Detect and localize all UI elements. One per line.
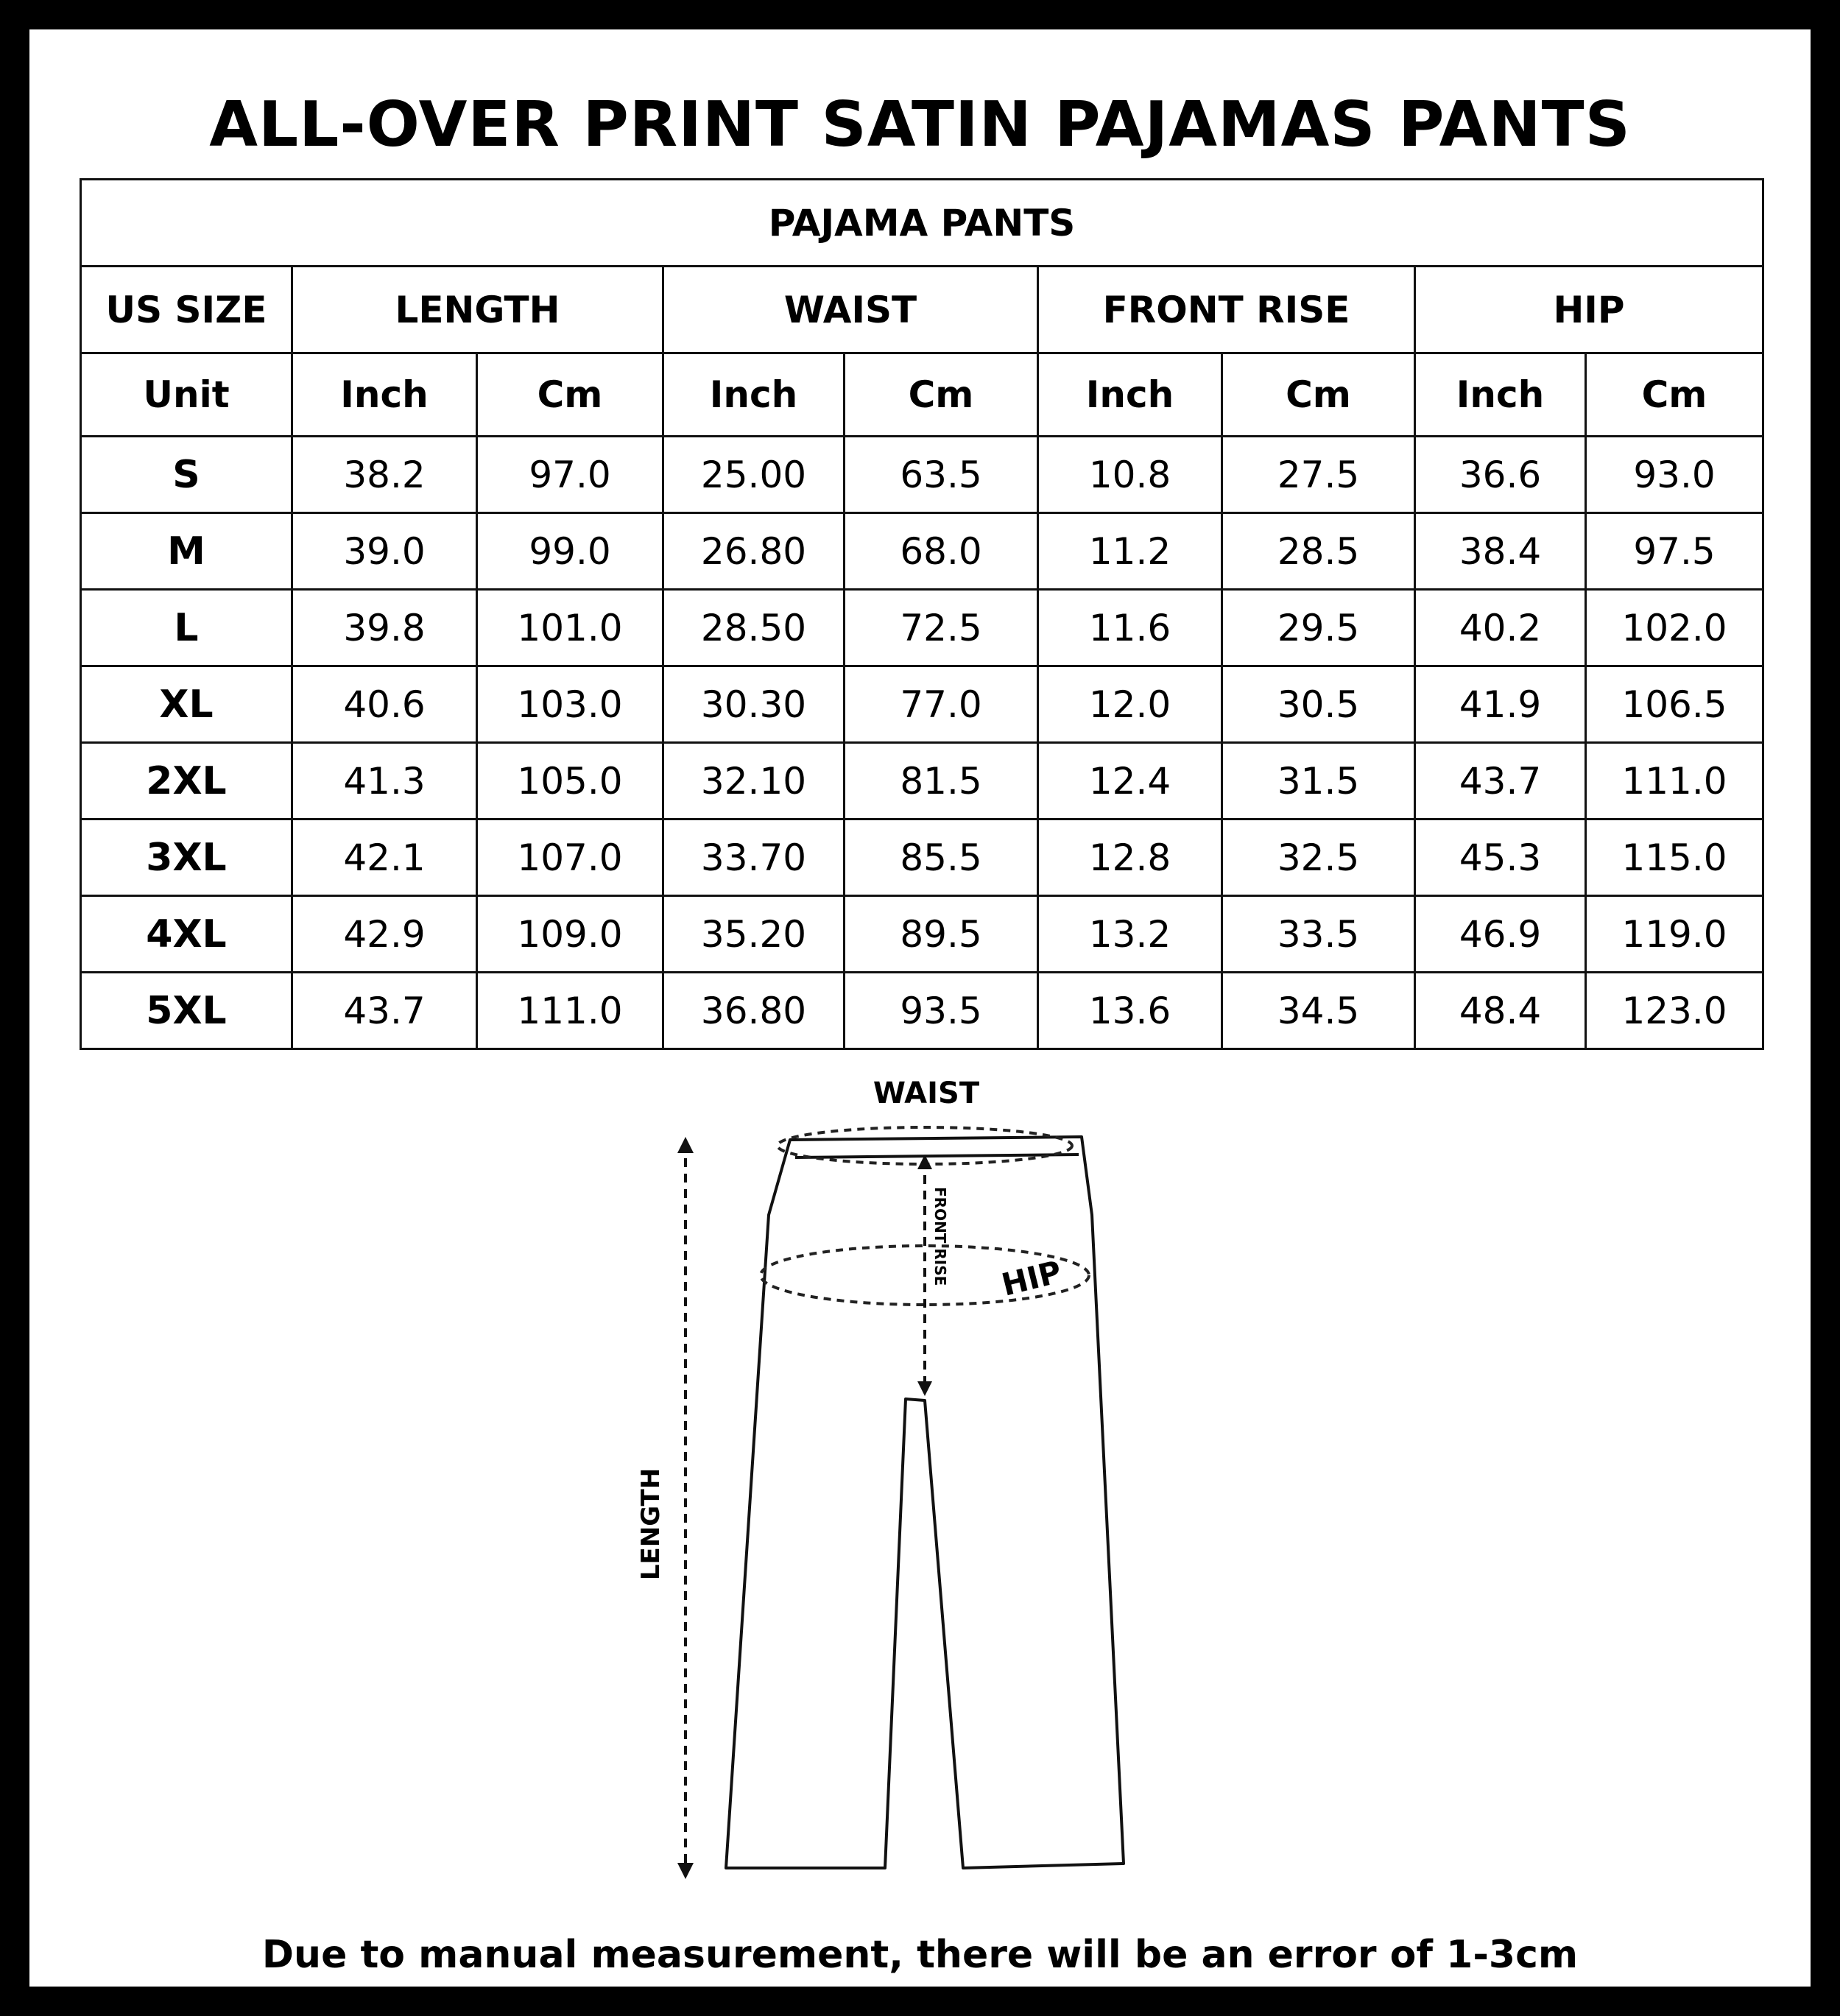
measurement-cell: 72.5 bbox=[845, 590, 1038, 666]
measurement-cell: 29.5 bbox=[1222, 590, 1415, 666]
size-cell: XL bbox=[81, 666, 292, 743]
front-rise-label: FRONT RISE bbox=[931, 1187, 949, 1286]
table-caption: PAJAMA PANTS bbox=[81, 180, 1763, 267]
measurement-cell: 111.0 bbox=[477, 973, 663, 1049]
measurement-cell: 39.8 bbox=[292, 590, 477, 666]
measurement-cell: 115.0 bbox=[1586, 820, 1763, 896]
measurement-cell: 10.8 bbox=[1038, 437, 1222, 513]
measurement-cell: 33.5 bbox=[1222, 896, 1415, 973]
measurement-cell: 43.7 bbox=[1415, 743, 1586, 820]
size-cell: S bbox=[81, 437, 292, 513]
measurement-cell: 101.0 bbox=[477, 590, 663, 666]
measurement-cell: 119.0 bbox=[1586, 896, 1763, 973]
length-arrow bbox=[677, 1137, 694, 1879]
measurement-cell: 33.70 bbox=[663, 820, 845, 896]
size-chart-sheet bbox=[29, 29, 1811, 1987]
waist-label: WAIST bbox=[873, 1076, 980, 1110]
waist-header: WAIST bbox=[663, 267, 1038, 353]
unit-cell: Cm bbox=[845, 353, 1038, 437]
length-header: LENGTH bbox=[292, 267, 663, 353]
measurement-cell: 89.5 bbox=[845, 896, 1038, 973]
measurement-cell: 12.0 bbox=[1038, 666, 1222, 743]
measurement-cell: 31.5 bbox=[1222, 743, 1415, 820]
measurement-cell: 42.1 bbox=[292, 820, 477, 896]
measurement-cell: 30.30 bbox=[663, 666, 845, 743]
measurement-cell: 28.50 bbox=[663, 590, 845, 666]
measurement-cell: 40.2 bbox=[1415, 590, 1586, 666]
measurement-cell: 106.5 bbox=[1586, 666, 1763, 743]
size-cell: 2XL bbox=[81, 743, 292, 820]
measurement-cell: 48.4 bbox=[1415, 973, 1586, 1049]
size-cell: 3XL bbox=[81, 820, 292, 896]
measurement-cell: 36.6 bbox=[1415, 437, 1586, 513]
measurement-cell: 45.3 bbox=[1415, 820, 1586, 896]
measurement-cell: 11.2 bbox=[1038, 513, 1222, 590]
measurement-cell: 97.0 bbox=[477, 437, 663, 513]
measurement-cell: 99.0 bbox=[477, 513, 663, 590]
measurement-cell: 103.0 bbox=[477, 666, 663, 743]
hip-header: HIP bbox=[1415, 267, 1763, 353]
measurement-cell: 32.5 bbox=[1222, 820, 1415, 896]
measurement-cell: 39.0 bbox=[292, 513, 477, 590]
measurement-cell: 43.7 bbox=[292, 973, 477, 1049]
measurement-cell: 46.9 bbox=[1415, 896, 1586, 973]
measurement-cell: 38.2 bbox=[292, 437, 477, 513]
unit-cell: Inch bbox=[1038, 353, 1222, 437]
size-cell: 4XL bbox=[81, 896, 292, 973]
size-cell: M bbox=[81, 513, 292, 590]
size-cell: 5XL bbox=[81, 973, 292, 1049]
measurement-cell: 63.5 bbox=[845, 437, 1038, 513]
unit-cell: Inch bbox=[292, 353, 477, 437]
measurement-cell: 40.6 bbox=[292, 666, 477, 743]
unit-cell: Cm bbox=[1222, 353, 1415, 437]
hip-label: HIP bbox=[998, 1253, 1065, 1303]
front-rise-header: FRONT RISE bbox=[1038, 267, 1415, 353]
measurement-cell: 107.0 bbox=[477, 820, 663, 896]
length-label: LENGTH bbox=[636, 1467, 666, 1581]
measurement-cell: 97.5 bbox=[1586, 513, 1763, 590]
measurement-note: Due to manual measurement, there will be an error of 1-3cm bbox=[261, 1933, 1579, 1977]
unit-label: Unit bbox=[81, 353, 292, 437]
measurement-cell: 123.0 bbox=[1586, 973, 1763, 1049]
measurement-cell: 111.0 bbox=[1586, 743, 1763, 820]
measurement-cell: 13.6 bbox=[1038, 973, 1222, 1049]
measurement-cell: 26.80 bbox=[663, 513, 845, 590]
measurement-cell: 12.4 bbox=[1038, 743, 1222, 820]
measurement-cell: 38.4 bbox=[1415, 513, 1586, 590]
measurement-cell: 36.80 bbox=[663, 973, 845, 1049]
measurement-cell: 42.9 bbox=[292, 896, 477, 973]
size-cell: L bbox=[81, 590, 292, 666]
front-rise-arrow bbox=[917, 1155, 932, 1396]
measurement-cell: 34.5 bbox=[1222, 973, 1415, 1049]
us-size-header: US SIZE bbox=[81, 267, 292, 353]
measurement-cell: 28.5 bbox=[1222, 513, 1415, 590]
measurement-cell: 68.0 bbox=[845, 513, 1038, 590]
measurement-cell: 12.8 bbox=[1038, 820, 1222, 896]
measurement-cell: 32.10 bbox=[663, 743, 845, 820]
measurement-cell: 13.2 bbox=[1038, 896, 1222, 973]
page-title: ALL-OVER PRINT SATIN PAJAMAS PANTS bbox=[209, 88, 1631, 161]
measurement-cell: 93.0 bbox=[1586, 437, 1763, 513]
measurement-cell: 35.20 bbox=[663, 896, 845, 973]
measurement-cell: 102.0 bbox=[1586, 590, 1763, 666]
measurement-cell: 105.0 bbox=[477, 743, 663, 820]
unit-cell: Cm bbox=[477, 353, 663, 437]
measurement-cell: 27.5 bbox=[1222, 437, 1415, 513]
measurement-cell: 30.5 bbox=[1222, 666, 1415, 743]
unit-cell: Cm bbox=[1586, 353, 1763, 437]
measurement-cell: 109.0 bbox=[477, 896, 663, 973]
measurement-cell: 41.9 bbox=[1415, 666, 1586, 743]
measurement-cell: 81.5 bbox=[845, 743, 1038, 820]
measurement-cell: 85.5 bbox=[845, 820, 1038, 896]
measurement-cell: 77.0 bbox=[845, 666, 1038, 743]
pants-outline bbox=[726, 1137, 1124, 1868]
measurement-cell: 11.6 bbox=[1038, 590, 1222, 666]
unit-cell: Inch bbox=[663, 353, 845, 437]
measurement-cell: 25.00 bbox=[663, 437, 845, 513]
measurement-cell: 41.3 bbox=[292, 743, 477, 820]
unit-cell: Inch bbox=[1415, 353, 1586, 437]
pants-diagram bbox=[29, 29, 1811, 1987]
measurement-cell: 93.5 bbox=[845, 973, 1038, 1049]
